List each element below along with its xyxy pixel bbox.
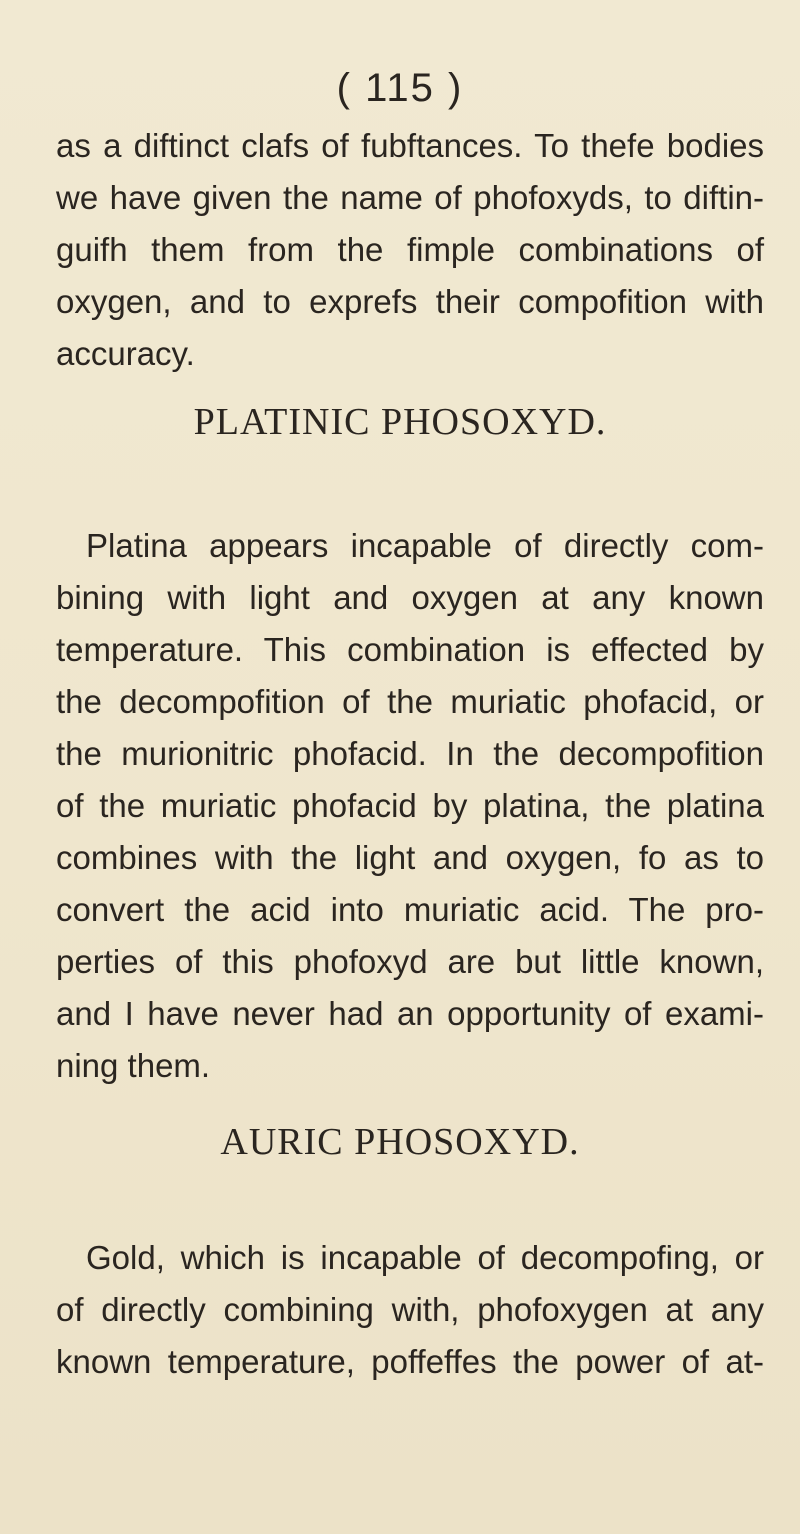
text-line: and I have never had an opportunity of exami- <box>56 995 764 1032</box>
text-line: bining with light and oxygen at any known <box>56 579 764 616</box>
section-heading-platinic: PLATINIC PHOSOXYD. <box>193 401 607 443</box>
text-line: convert the acid into muriatic acid. The pro- <box>56 891 764 928</box>
text-line: known temperature, poffeffes the power of at- <box>56 1343 764 1380</box>
text-line: guifh them from the fimple combinations of <box>56 231 764 268</box>
text-line: of the muriatic phofacid by platina, the platina <box>56 787 764 824</box>
text-line: combines with the light and oxygen, fo as to <box>56 839 764 876</box>
text-line: as a diftinct clafs of fubftances. To thefe bodies <box>56 127 764 164</box>
text-line: Gold, which is incapable of decompofing, or <box>86 1239 764 1276</box>
text-line: Platina appears incapable of directly com- <box>86 527 764 564</box>
paragraph-platinic <box>56 520 764 1092</box>
text-line: oxygen, and to exprefs their compofition with <box>56 283 764 320</box>
paragraph-auric <box>56 1232 764 1388</box>
text-line: the murionitric phofacid. In the decompofition <box>56 735 764 772</box>
text-line: the decompofition of the muriatic phofacid, or <box>56 683 764 720</box>
section-heading-auric: AURIC PHOSOXYD. <box>220 1121 580 1163</box>
text-line: accuracy. <box>56 335 195 372</box>
text-line: perties of this phofoxyd are but little known, <box>56 943 764 980</box>
page-number: ( 115 ) <box>336 66 464 110</box>
paragraph-continued <box>56 120 764 380</box>
text-line: we have given the name of phofoxyds, to diftin- <box>56 179 764 216</box>
text-line: ning them. <box>56 1047 211 1084</box>
text-line: of directly combining with, phofoxygen at any <box>56 1291 764 1328</box>
text-line: temperature. This combination is effected by <box>56 631 764 668</box>
